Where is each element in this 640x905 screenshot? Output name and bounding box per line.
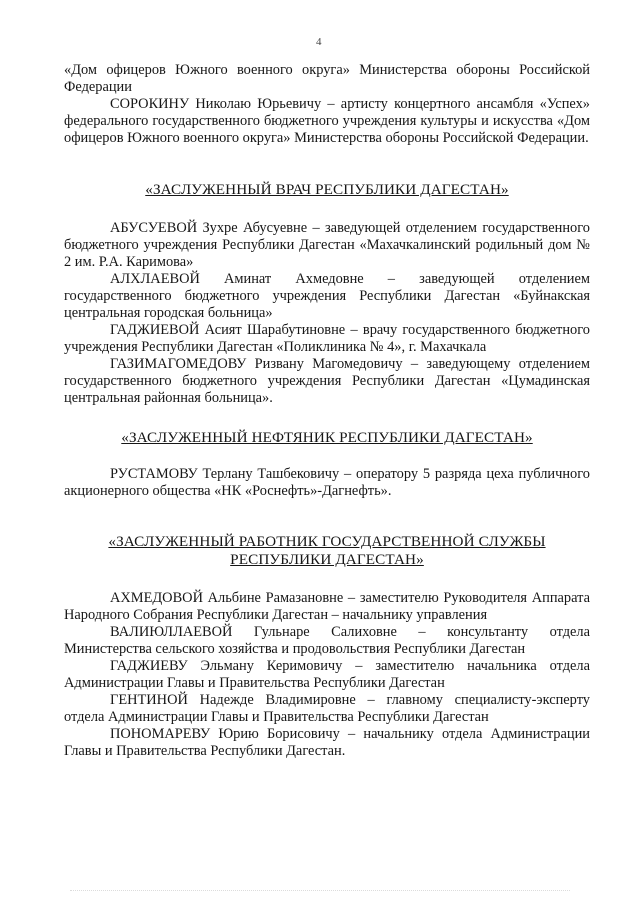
award-entry: АЛХЛАЕВОЙ Аминат Ахмедовне – заведующей отделением государственного бюджетного учреждения Республики Дагестан «Буйнакская центральная городская больница» <box>64 271 590 321</box>
award-entry: ГАДЖИЕВОЙ Асият Шарабутиновне – врачу государственного бюджетного учреждения Республики Дагестан «Поликлиника № 4», г. Махачкала <box>64 322 590 355</box>
section-heading-civil-service <box>64 533 590 569</box>
award-entry: РУСТАМОВУ Терлану Ташбековичу – оператору 5 разряда цеха публичного акционерного общества «НК «Роснефть»-Дагнефть». <box>64 466 590 499</box>
page-number: 4 <box>316 36 322 48</box>
section-heading-line: «ЗАСЛУЖЕННЫЙ РАБОТНИК ГОСУДАРСТВЕННОЙ СЛУЖБЫ <box>108 533 546 550</box>
award-entry: ПОНОМАРЕВУ Юрию Борисовичу – начальнику отдела Администрации Главы и Правительства Республики Дагестан. <box>64 726 590 759</box>
section-heading-line: «ЗАСЛУЖЕННЫЙ ВРАЧ РЕСПУБЛИКИ ДАГЕСТАН» <box>145 181 509 198</box>
award-entry: ГАДЖИЕВУ Эльману Керимовичу – заместителю начальника отдела Администрации Главы и Правительства Республики Дагестан <box>64 658 590 691</box>
award-entry: АБУСУЕВОЙ Зухре Абусуевне – заведующей отделением государственного бюджетного учреждения Республики Дагестан «Махачкалинский родильный дом № 2 им. Р.А. Каримова» <box>64 220 590 270</box>
section-heading-doctor <box>64 181 590 199</box>
section-heading-line: РЕСПУБЛИКИ ДАГЕСТАН» <box>230 551 424 568</box>
section-heading-line: «ЗАСЛУЖЕННЫЙ НЕФТЯНИК РЕСПУБЛИКИ ДАГЕСТАН» <box>121 429 533 446</box>
award-entry: АХМЕДОВОЙ Альбине Рамазановне – заместителю Руководителя Аппарата Народного Собрания Республики Дагестан – начальнику управления <box>64 590 590 623</box>
intro-continuation: «Дом офицеров Южного военного округа» Министерства обороны Российской Федерации <box>64 62 590 95</box>
document-body <box>64 62 590 760</box>
award-entry: ГЕНТИНОЙ Надежде Владимировне – главному специалисту-эксперту отдела Администрации Главы и Правительства Республики Дагестан <box>64 692 590 725</box>
award-entry: ГАЗИМАГОМЕДОВУ Ризвану Магомедовичу – заведующему отделением государственного бюджетного учреждения Республики Дагестан «Цумадинская центральная районная больница». <box>64 356 590 406</box>
award-entry: ВАЛИЮЛЛАЕВОЙ Гульнаре Салиховне – консультанту отдела Министерства сельского хозяйства и продовольствия Республики Дагестан <box>64 624 590 657</box>
scan-edge-artifact <box>70 890 570 892</box>
intro-entry: СОРОКИНУ Николаю Юрьевичу – артисту концертного ансамбля «Успех» федерального государственного бюджетного учреждения культуры и искусства «Дом офицеров Южного военного округа» Министерства обороны Российской Федерации. <box>64 96 590 146</box>
section-heading-oilman <box>64 429 590 447</box>
